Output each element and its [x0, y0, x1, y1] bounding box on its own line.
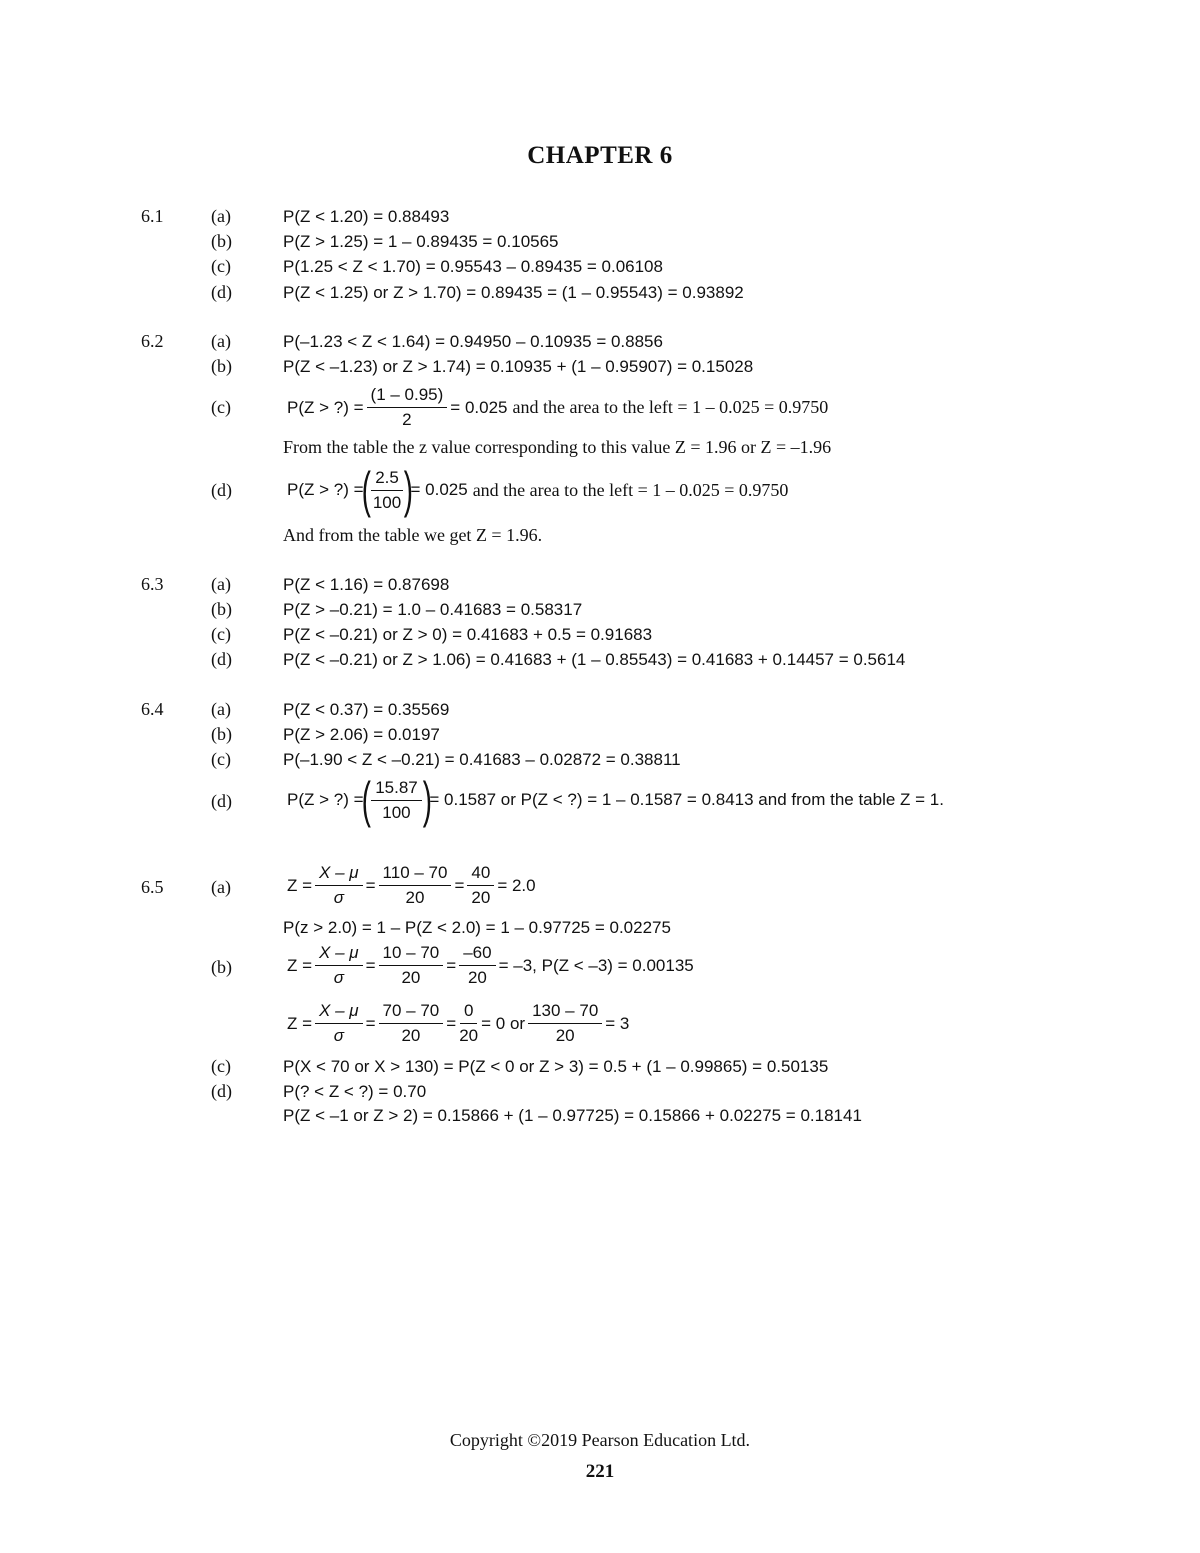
answer-line: P(Z < 1.16) = 0.87698	[283, 575, 450, 594]
part-label: (c)	[211, 397, 231, 417]
note-line: From the table the z value corresponding to this value Z = 1.96 or Z = –1.96	[283, 437, 832, 457]
equation-6-5b	[287, 942, 694, 989]
answer-line: P(Z < –0.21) or Z > 0) = 0.41683 + 0.5 = 0.91683	[283, 625, 653, 644]
equation-lhs: Z =	[287, 875, 313, 895]
numerator: X – μ	[315, 942, 363, 966]
equals-sign: =	[365, 1013, 376, 1033]
part-label: (d)	[211, 282, 232, 302]
equation-6-2d	[287, 462, 789, 518]
answer-line: P(Z > 1.25) = 1 – 0.89435 = 0.10565	[283, 232, 559, 251]
answer-line: P(Z < 1.25) or Z > 1.70) = 0.89435 = (1 – 0.95543) = 0.93892	[283, 283, 744, 302]
problem-number: 6.3	[141, 574, 164, 594]
fraction	[315, 942, 363, 989]
fraction	[371, 467, 403, 514]
part-label: (a)	[211, 331, 231, 351]
answer-line: P(Z > –0.21) = 1.0 – 0.41683 = 0.58317	[283, 600, 583, 619]
numerator: –60	[459, 942, 495, 966]
part-label: (a)	[211, 699, 231, 719]
numerator: 40	[467, 862, 494, 886]
answer-line: P(X < 70 or X > 130) = P(Z < 0 or Z > 3) = 0.5 + (1 – 0.99865) = 0.50135	[283, 1057, 829, 1076]
denominator: 20	[459, 1026, 479, 1045]
fraction	[371, 777, 422, 824]
numerator: 110 – 70	[379, 862, 452, 886]
part-label: (d)	[211, 1081, 232, 1101]
equation-6-5a	[287, 862, 536, 909]
denominator: 2	[402, 410, 412, 429]
denominator: σ	[333, 1026, 344, 1045]
answer-line: P(Z > 2.06) = 0.0197	[283, 725, 440, 744]
fraction	[379, 1000, 444, 1047]
right-paren-glyph: )	[403, 462, 413, 518]
part-label: (c)	[211, 256, 231, 276]
equation-lhs: Z =	[287, 955, 313, 975]
equals-sign: =	[446, 955, 457, 975]
equation-mid: = 0 or	[481, 1013, 526, 1033]
denominator: σ	[333, 968, 344, 987]
part-label: (d)	[211, 480, 232, 500]
denominator: 100	[372, 492, 402, 512]
part-label: (a)	[211, 206, 231, 226]
fraction	[528, 1000, 602, 1047]
numerator: X – μ	[315, 1000, 363, 1024]
page-number: 221	[585, 1461, 615, 1482]
left-paren-glyph: (	[361, 772, 371, 828]
fraction	[367, 384, 448, 431]
equation-rhs: = 2.0	[497, 875, 536, 895]
part-label: (d)	[211, 791, 232, 811]
numerator: 0	[460, 1000, 477, 1024]
equation-lhs: P(Z > ?) =	[287, 397, 364, 417]
answer-line: P(Z < 0.37) = 0.35569	[283, 700, 450, 719]
equals-sign: =	[365, 955, 376, 975]
equation-rhs: = 0.025	[450, 397, 508, 417]
equals-sign: =	[446, 1013, 457, 1033]
problem-number: 6.2	[141, 331, 164, 351]
note-line: P(z > 2.0) = 1 – P(Z < 2.0) = 1 – 0.97725 = 0.02275	[283, 918, 671, 937]
denominator: 20	[401, 1026, 421, 1045]
fraction	[379, 862, 452, 909]
part-label: (b)	[211, 724, 232, 744]
fraction	[315, 862, 363, 909]
equation-lhs: Z =	[287, 1013, 313, 1033]
part-label: (d)	[211, 649, 232, 669]
equation-tail: and the area to the left = 1 – 0.025 = 0.9750	[472, 479, 789, 500]
equation-rhs: = 0.1587 or P(Z < ?) = 1 – 0.1587 = 0.8413 and from the table Z = 1.	[429, 790, 944, 809]
part-label: (b)	[211, 599, 232, 619]
equation-rhs: = –3, P(Z < –3) = 0.00135	[498, 955, 694, 975]
note-line: And from the table we get Z = 1.96.	[283, 525, 543, 545]
equation-rhs: = 0.025	[410, 480, 468, 499]
problem-number: 6.5	[141, 877, 164, 897]
answer-line: P(? < Z < ?) = 0.70	[283, 1082, 427, 1101]
denominator: 20	[401, 968, 421, 987]
answer-line: P(Z < –1.23) or Z > 1.74) = 0.10935 + (1 – 0.95907) = 0.15028	[283, 357, 754, 376]
equation-6-5b-second	[287, 1000, 629, 1047]
equation-lhs: P(Z > ?) =	[287, 480, 364, 499]
left-paren-glyph: (	[361, 462, 371, 518]
denominator: σ	[333, 888, 344, 907]
fraction	[315, 1000, 363, 1047]
part-label: (b)	[211, 957, 232, 977]
equation-rhs: = 3	[605, 1013, 630, 1033]
answer-line: P(–1.23 < Z < 1.64) = 0.94950 – 0.10935 = 0.8856	[283, 332, 663, 351]
equation-6-4d	[287, 772, 944, 828]
part-label: (b)	[211, 356, 232, 376]
right-paren-glyph: )	[422, 772, 432, 828]
equation-6-2c	[287, 384, 828, 431]
chapter-title: CHAPTER 6	[527, 142, 673, 169]
equals-sign: =	[454, 875, 465, 895]
problem-number: 6.1	[141, 206, 164, 226]
equation-tail: and the area to the left = 1 – 0.025 = 0.9750	[512, 397, 829, 417]
part-label: (c)	[211, 624, 231, 644]
answer-line: P(1.25 < Z < 1.70) = 0.95543 – 0.89435 = 0.06108	[283, 257, 663, 276]
note-line: P(Z < –1 or Z > 2) = 0.15866 + (1 – 0.97725) = 0.15866 + 0.02275 = 0.18141	[283, 1106, 862, 1125]
copyright-footer: Copyright ©2019 Pearson Education Ltd.	[449, 1430, 751, 1450]
denominator: 20	[467, 968, 487, 987]
numerator: (1 – 0.95)	[367, 384, 448, 408]
numerator: 130 – 70	[528, 1000, 602, 1024]
answer-line: P(Z < –0.21) or Z > 1.06) = 0.41683 + (1 – 0.85543) = 0.41683 + 0.14457 = 0.5614	[283, 650, 906, 669]
numerator: 2.5	[371, 467, 403, 491]
numerator: 15.87	[371, 777, 422, 801]
equation-lhs: P(Z > ?) =	[287, 790, 364, 809]
denominator: 20	[555, 1026, 575, 1045]
denominator: 100	[382, 802, 411, 822]
numerator: 10 – 70	[379, 942, 444, 966]
denominator: 20	[405, 888, 425, 907]
part-label: (a)	[211, 574, 231, 594]
part-label: (b)	[211, 231, 232, 251]
numerator: X – μ	[315, 862, 363, 886]
problem-number: 6.4	[141, 699, 164, 719]
equals-sign: =	[365, 875, 376, 895]
numerator: 70 – 70	[379, 1000, 444, 1024]
answer-line: P(Z < 1.20) = 0.88493	[283, 207, 450, 226]
part-label: (a)	[211, 877, 231, 897]
part-label: (c)	[211, 1056, 231, 1076]
fraction	[467, 862, 494, 909]
answer-line: P(–1.90 < Z < –0.21) = 0.41683 – 0.02872 = 0.38811	[283, 750, 681, 769]
fraction	[459, 942, 495, 989]
part-label: (c)	[211, 749, 231, 769]
fraction	[379, 942, 444, 989]
fraction	[459, 1000, 478, 1047]
denominator: 20	[471, 888, 491, 907]
